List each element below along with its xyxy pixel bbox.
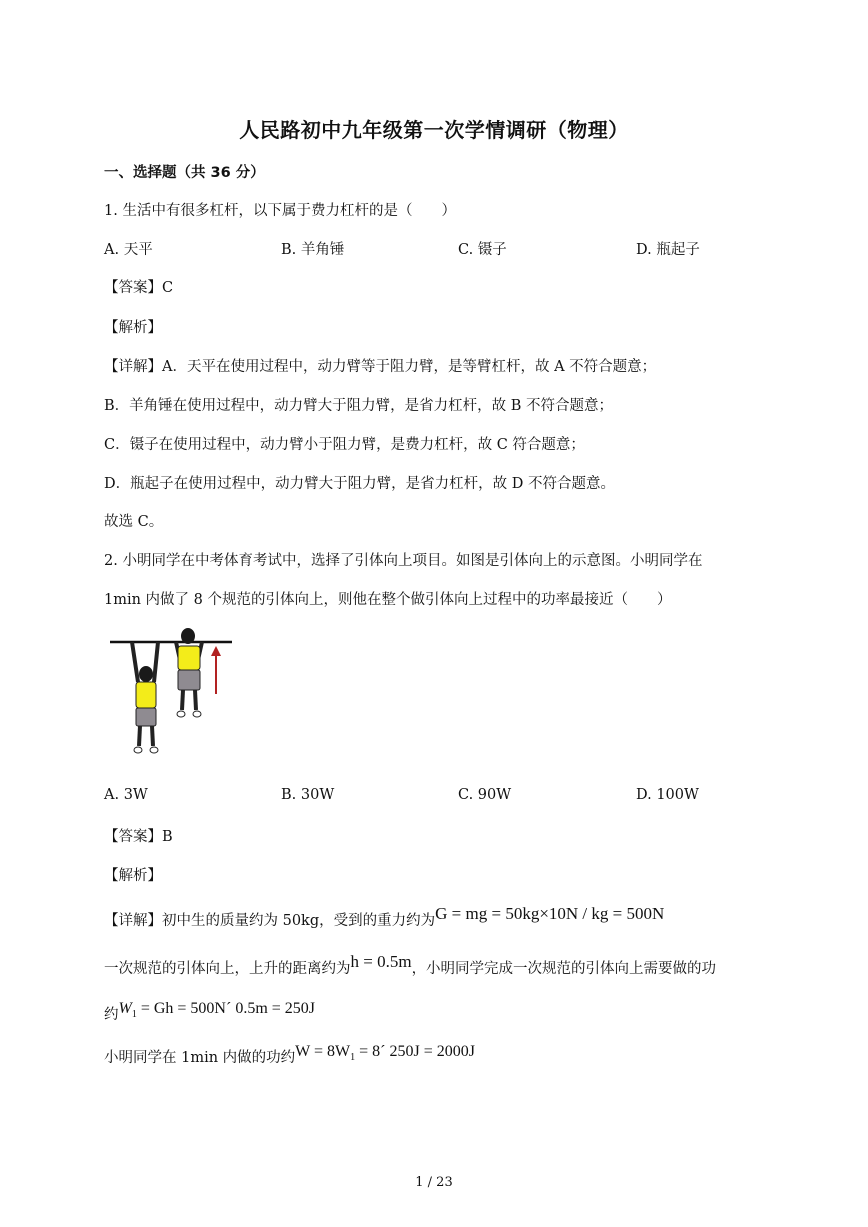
- figure-hanging: [132, 642, 158, 753]
- q2-detail-line: [104, 904, 665, 930]
- q2-detail-line: [104, 1043, 475, 1069]
- math-expression: W = 8W: [295, 1043, 351, 1060]
- math-subscript: 1: [350, 1052, 356, 1064]
- math-expression: = Gh = 500N´ 0.5m = 250J: [136, 1000, 316, 1017]
- math-symbol: W: [118, 1000, 132, 1017]
- q2-option-b: B. 30W: [281, 787, 335, 803]
- q2-stem-line2: 1min 内做了 8 个规范的引体向上，则他在整个做引体向上过程中的功率最接近（ ）: [104, 592, 672, 608]
- upward-arrow: [211, 646, 221, 694]
- q2-analysis-label: 【解析】: [104, 868, 162, 884]
- q1-detail-line: 【详解】A．天平在使用过程中，动力臂等于阻力臂，是等臂杠杆，故 A 不符合题意；: [104, 359, 657, 375]
- q1-analysis-label: 【解析】: [104, 320, 162, 336]
- q1-option-a: A. 天平: [104, 242, 153, 258]
- q1-option-b: B. 羊角锤: [281, 242, 345, 258]
- detail-text: 一次规范的引体向上，上升的距离约为: [104, 961, 351, 977]
- total-work-formula: [295, 1043, 475, 1064]
- q1-stem: 1. 生活中有很多杠杆，以下属于费力杠杆的是（ ）: [104, 203, 456, 219]
- height-formula: h = 0.5m: [350, 952, 412, 971]
- q2-stem-line1: 2. 小明同学在中考体育考试中，选择了引体向上项目。如图是引体向上的示意图。小明同学在: [104, 553, 703, 569]
- q2-option-d: D. 100W: [636, 787, 699, 803]
- q1-detail-line: C．镊子在使用过程中，动力臂小于阻力臂，是费力杠杆，故 C 符合题意；: [104, 437, 585, 453]
- document-title: 人民路初中九年级第一次学情调研（物理）: [239, 118, 629, 142]
- q1-detail-line: B．羊角锤在使用过程中，动力臂大于阻力臂，是省力杠杆，故 B 不符合题意；: [104, 398, 614, 414]
- detail-text: ，小明同学完成一次规范的引体向上需要做的功: [411, 961, 717, 977]
- q2-detail-line: [104, 1000, 316, 1026]
- q1-detail-line: D．瓶起子在使用过程中，动力臂大于阻力臂，是省力杠杆，故 D 不符合题意。: [104, 476, 615, 492]
- q2-detail-line: [104, 952, 717, 978]
- detail-text: 【详解】初中生的质量约为 50kg，受到的重力约为: [104, 913, 436, 929]
- pull-up-diagram: [108, 624, 238, 764]
- q2-option-a: A. 3W: [104, 787, 148, 803]
- math-expression: = 8´ 250J = 2000J: [355, 1043, 475, 1060]
- q2-answer: 【答案】B: [104, 829, 173, 845]
- q1-conclusion: 故选 C。: [104, 514, 164, 530]
- detail-text: 约: [104, 1007, 119, 1023]
- q2-option-c: C. 90W: [458, 787, 512, 803]
- q1-option-d: D. 瓶起子: [636, 242, 700, 258]
- q1-answer: 【答案】C: [104, 280, 174, 296]
- weight-formula: G = mg = 50kg×10N / kg = 500N: [435, 904, 665, 923]
- q1-option-c: C. 镊子: [458, 242, 507, 258]
- page-number: 1 / 23: [415, 1175, 453, 1190]
- math-subscript: 1: [131, 1009, 137, 1021]
- detail-text: 小明同学在 1min 内做的功约: [104, 1050, 296, 1066]
- work-one-formula: [118, 1000, 316, 1021]
- section-heading: 一、选择题（共 36 分）: [104, 165, 265, 181]
